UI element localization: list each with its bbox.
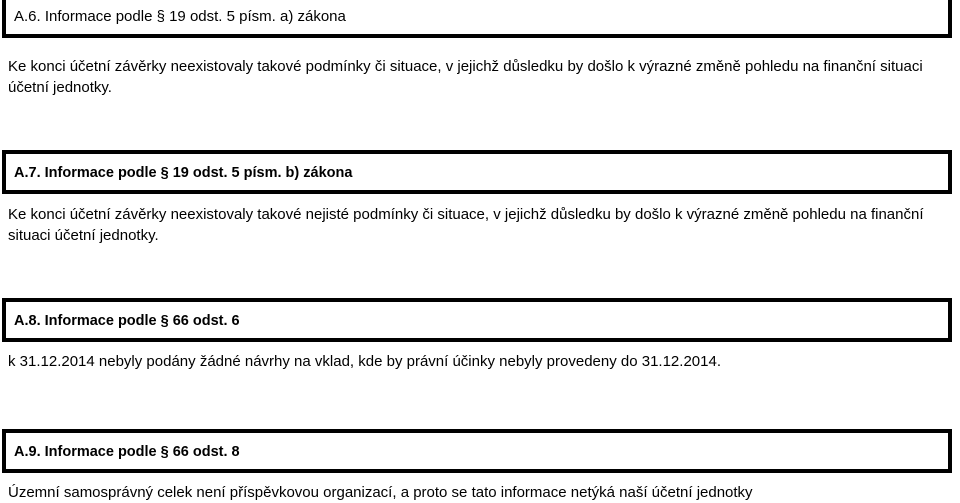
heading-text: A.9. Informace podle § 66 odst. 8 bbox=[14, 444, 240, 460]
section-text-a7: Ke konci účetní závěrky neexistovaly takové nejisté podmínky či situace, v jejichž důsledku by došlo k výrazné změně pohledu na finanční situaci účetní jednotky. bbox=[8, 206, 924, 244]
heading-text: A.8. Informace podle § 66 odst. 6 bbox=[14, 313, 240, 329]
section-heading-a6 bbox=[2, 0, 952, 38]
heading-text: A.6. Informace podle § 19 odst. 5 písm. a) zákona bbox=[14, 8, 346, 25]
heading-text: A.7. Informace podle § 19 odst. 5 písm. b) zákona bbox=[14, 165, 353, 181]
section-text-a9: Územní samosprávný celek není příspěvkovou organizací, a proto se tato informace netýká naší účetní jednotky bbox=[8, 484, 753, 501]
section-heading-a7 bbox=[2, 150, 952, 194]
section-heading-a9 bbox=[2, 429, 952, 473]
section-text-a6: Ke konci účetní závěrky neexistovaly takové podmínky či situace, v jejichž důsledku by došlo k výrazné změně pohledu na finanční situaci účetní jednotky. bbox=[8, 58, 923, 96]
section-text-a8: k 31.12.2014 nebyly podány žádné návrhy na vklad, kde by právní účinky nebyly provedeny do 31.12.2014. bbox=[8, 353, 721, 370]
section-heading-a8 bbox=[2, 298, 952, 342]
